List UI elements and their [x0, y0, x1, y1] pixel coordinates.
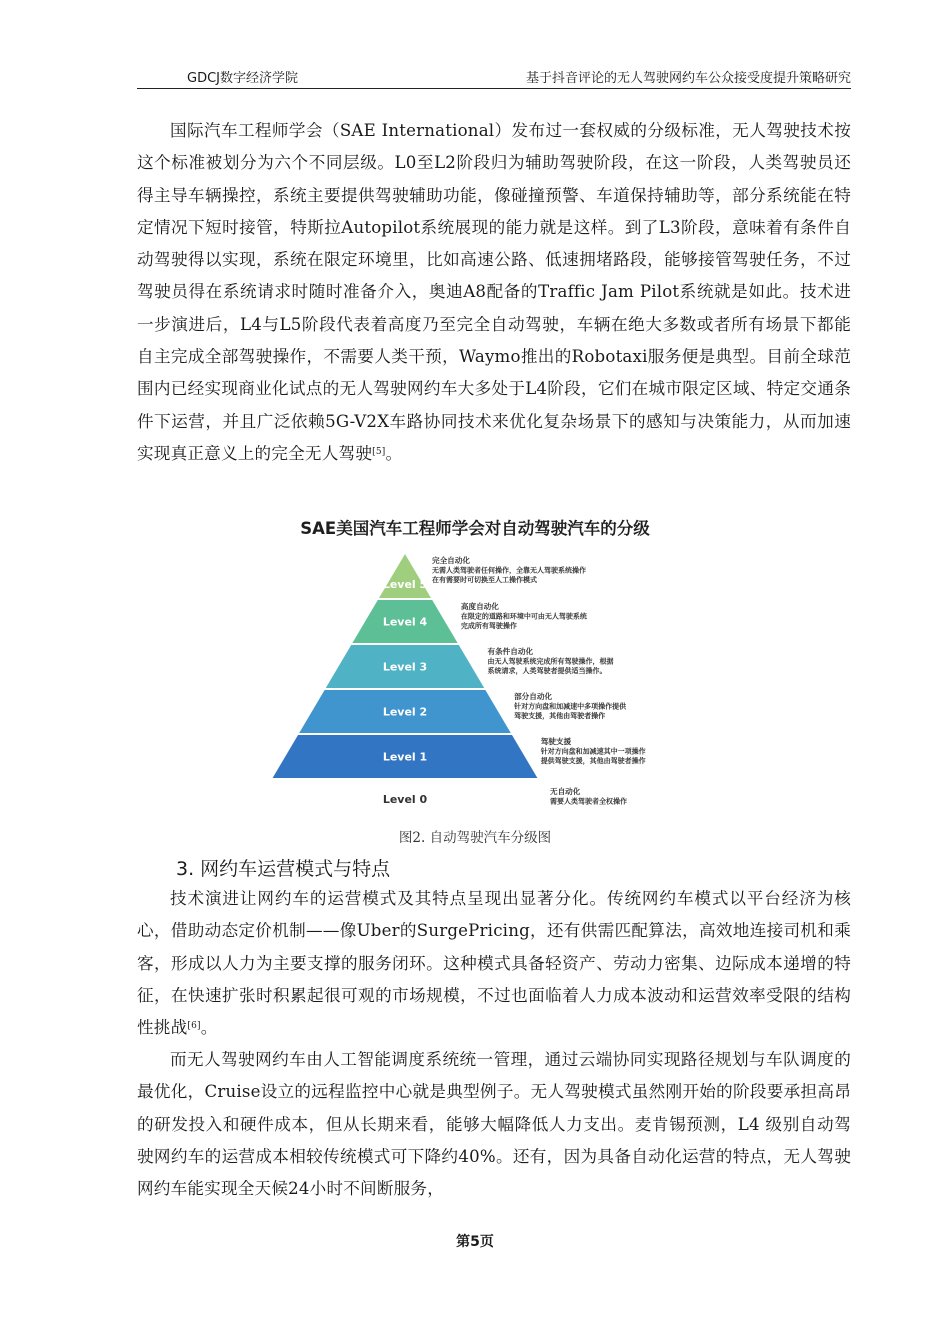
paragraph-end: 。 — [385, 443, 403, 463]
level-label: Level 1 — [382, 750, 428, 764]
level-description-line: 完成所有驾驶操作 — [460, 622, 517, 630]
pyramid-band-5 — [379, 554, 431, 598]
paragraph-operating-modes — [137, 883, 851, 1044]
paragraph-end: 。 — [200, 1018, 218, 1038]
header-paper-title: 基于抖音评论的无人驾驶网约车公众接受度提升策略研究 — [525, 71, 851, 86]
level-description-line: 由无人驾驶系统完成所有驾驶操作，根据 — [487, 657, 614, 666]
level-description-line: 高度自动化 — [460, 602, 499, 611]
level-description-line: 驾驶支援，其他由驾驶者操作 — [514, 712, 606, 720]
level-description-line: 在有需要时可切换至人工操作模式 — [432, 576, 538, 584]
page-header — [137, 66, 851, 89]
paragraph-autonomous-ridehailing: 而无人驾驶网约车由人工智能调度系统统一管理，通过云端协同实现路径规划与车队调度的最优化，Cruise设立的远程监控中心就是典型例子。无人驾驶模式虽然刚开始的阶段要承担高昂的研发投入和硬件成本，但从长期来看，能够大幅降低人力支出。麦肯锡预测，L4 级别自动驾驶网约车的运营成本相较传统模式可下降约40%。还有，因为具备自动化运营的特点，无人驾驶网约车能实现全天候24小时不间断服务， — [137, 1050, 851, 1199]
level-description-line: 部分自动化 — [514, 692, 553, 701]
level-description-line: 无自动化 — [550, 787, 581, 796]
citation-ref: [6] — [187, 1021, 201, 1032]
level-description-line: 需要人类驾驶者全权操作 — [550, 797, 627, 806]
level-label: Level 5 — [382, 578, 428, 591]
level-label: Level 3 — [382, 660, 428, 674]
pyramid — [273, 554, 538, 806]
level-description-line: 在限定的道路和环境中可由无人驾驶系统 — [460, 612, 587, 621]
header-institution: GDCJ数字经济学院 — [187, 71, 298, 86]
level-description-line: 系统请求，人类驾驶者提供适当操作。 — [487, 667, 607, 675]
level-label: Level 2 — [382, 705, 428, 719]
paragraph-text: 国际汽车工程师学会（SAE International）发布过一套权威的分级标准，无人驾驶技术按这个标准被划分为六个不同层级。L0至L2阶段归为辅助驾驶阶段，在这一阶段，人类驾驶员还得主导车辆操控，系统主要提供驾驶辅助功能，像碰撞预警、车道保持辅助等，部分系统能在特定情况下短时接管，特斯拉Autopilot系统展现的能力就是这样。到了L3阶段，意味着有条件自动驾驶得以实现，系统在限定环境里，比如高速公路、低速拥堵路段，能够接管驾驶任务，不过驾驶员得在系统请求时随时准备介入，奥迪A8配备的Traffic Jam Pilot系统就是如此。技术进一步演进后，L4与L5阶段代表着高度乃至完全自动驾驶，车辆在绝大多数或者所有场景下都能自主完成全部驾驶操作，不需要人类干预，Waymo推出的Robotaxi服务便是典型。目前全球范围内已经实现商业化试点的无人驾驶网约车大多处于L4阶段，它们在城市限定区域、特定交通条件下运营，并且广泛依赖5G-V2X车路协同技术来优化复杂场景下的感知与决策能力，从而加速实现真正意义上的完全无人驾驶 — [137, 121, 851, 463]
page-number: 第5页 — [456, 1234, 494, 1250]
level-description-line: 驾驶支援 — [540, 737, 572, 746]
paragraph-sae-levels — [137, 115, 851, 470]
level-description-line: 提供驾驶支援，其他由驾驶者操作 — [540, 757, 646, 765]
figure-caption: 图2. 自动驾驶汽车分级图 — [398, 830, 552, 846]
figure-title: SAE美国汽车工程师学会对自动驾驶汽车的分级 — [300, 519, 650, 538]
citation-ref: [5] — [372, 446, 386, 457]
sae-level-pyramid-figure — [268, 512, 682, 820]
level-description-line: 针对方向盘和加减速其中一项操作 — [540, 747, 646, 756]
level-description-line: 有条件自动化 — [487, 647, 534, 656]
level-label: Level 0 — [382, 793, 428, 806]
level-description-line: 针对方向盘和加减速中多项操作提供 — [514, 702, 627, 711]
level-description-line: 无需人类驾驶者任何操作，全靠无人驾驶系统操作 — [432, 566, 587, 575]
section-heading: 3. 网约车运营模式与特点 — [176, 858, 391, 880]
paragraph-text: 技术演进让网约车的运营模式及其特点呈现出显著分化。传统网约车模式以平台经济为核心，借助动态定价机制——像Uber的SurgePricing，还有供需匹配算法，高效地连接司机和乘客，形成以人力为主要支撑的服务闭环。这种模式具备轻资产、劳动力密集、边际成本递增的特征，在快速扩张时积累起很可观的市场规模，不过也面临着人力成本波动和运营效率受限的结构性挑战 — [137, 889, 851, 1038]
level-description-line: 完全自动化 — [432, 556, 470, 565]
level-label: Level 4 — [382, 615, 428, 629]
